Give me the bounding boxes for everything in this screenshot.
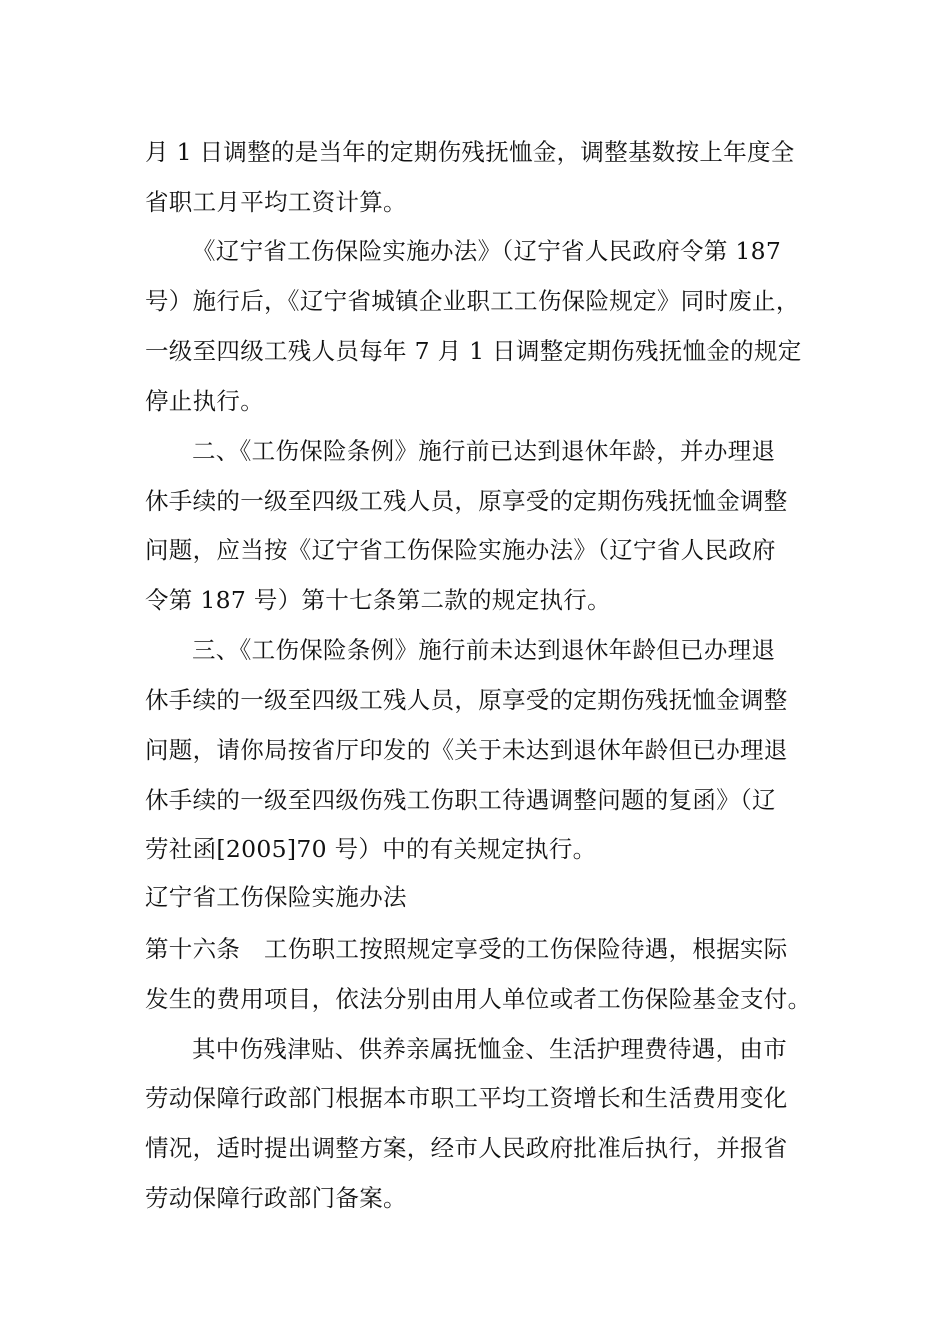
text-line: 《辽宁省工伤保险实施办法》（辽宁省人民政府令第 187 — [192, 237, 782, 265]
text-line: 停止执行。 — [145, 387, 264, 415]
text-line: 问题，应当按《辽宁省工伤保险实施办法》（辽宁省人民政府 — [145, 536, 776, 564]
text-line: 休手续的一级至四级工残人员，原享受的定期伤残抚恤金调整 — [145, 686, 788, 714]
text-line: 情况，适时提出调整方案，经市人民政府批准后执行，并报省 — [145, 1134, 788, 1162]
text-line: 二、《工伤保险条例》施行前已达到退休年龄，并办理退 — [192, 437, 776, 465]
text-line: 第十六条 工伤职工按照规定享受的工伤保险待遇，根据实际 — [145, 935, 788, 963]
text-line: 问题，请你局按省厅印发的《关于未达到退休年龄但已办理退 — [145, 736, 788, 764]
text-line: 发生的费用项目，依法分别由用人单位或者工伤保险基金支付。 — [145, 985, 812, 1013]
section-heading: 辽宁省工伤保险实施办法 — [145, 883, 407, 911]
text-line: 劳社函[2005]70 号）中的有关规定执行。 — [145, 835, 597, 863]
text-line: 劳动保障行政部门根据本市职工平均工资增长和生活费用变化 — [145, 1084, 788, 1112]
text-line: 休手续的一级至四级工残人员，原享受的定期伤残抚恤金调整 — [145, 487, 788, 515]
text-line: 三、《工伤保险条例》施行前未达到退休年龄但已办理退 — [192, 636, 776, 664]
text-line: 号）施行后，《辽宁省城镇企业职工工伤保险规定》同时废止， — [145, 287, 800, 315]
text-line: 劳动保障行政部门备案。 — [145, 1184, 407, 1212]
text-line: 月 1 日调整的是当年的定期伤残抚恤金，调整基数按上年度全 — [145, 138, 795, 166]
text-line: 其中伤残津贴、供养亲属抚恤金、生活护理费待遇，由市 — [192, 1035, 787, 1063]
text-line: 省职工月平均工资计算。 — [145, 188, 407, 216]
text-line: 令第 187 号）第十七条第二款的规定执行。 — [145, 586, 611, 614]
text-line: 休手续的一级至四级伤残工伤职工待遇调整问题的复函》（辽 — [145, 786, 776, 814]
text-line: 一级至四级工残人员每年 7 月 1 日调整定期伤残抚恤金的规定 — [145, 337, 802, 365]
